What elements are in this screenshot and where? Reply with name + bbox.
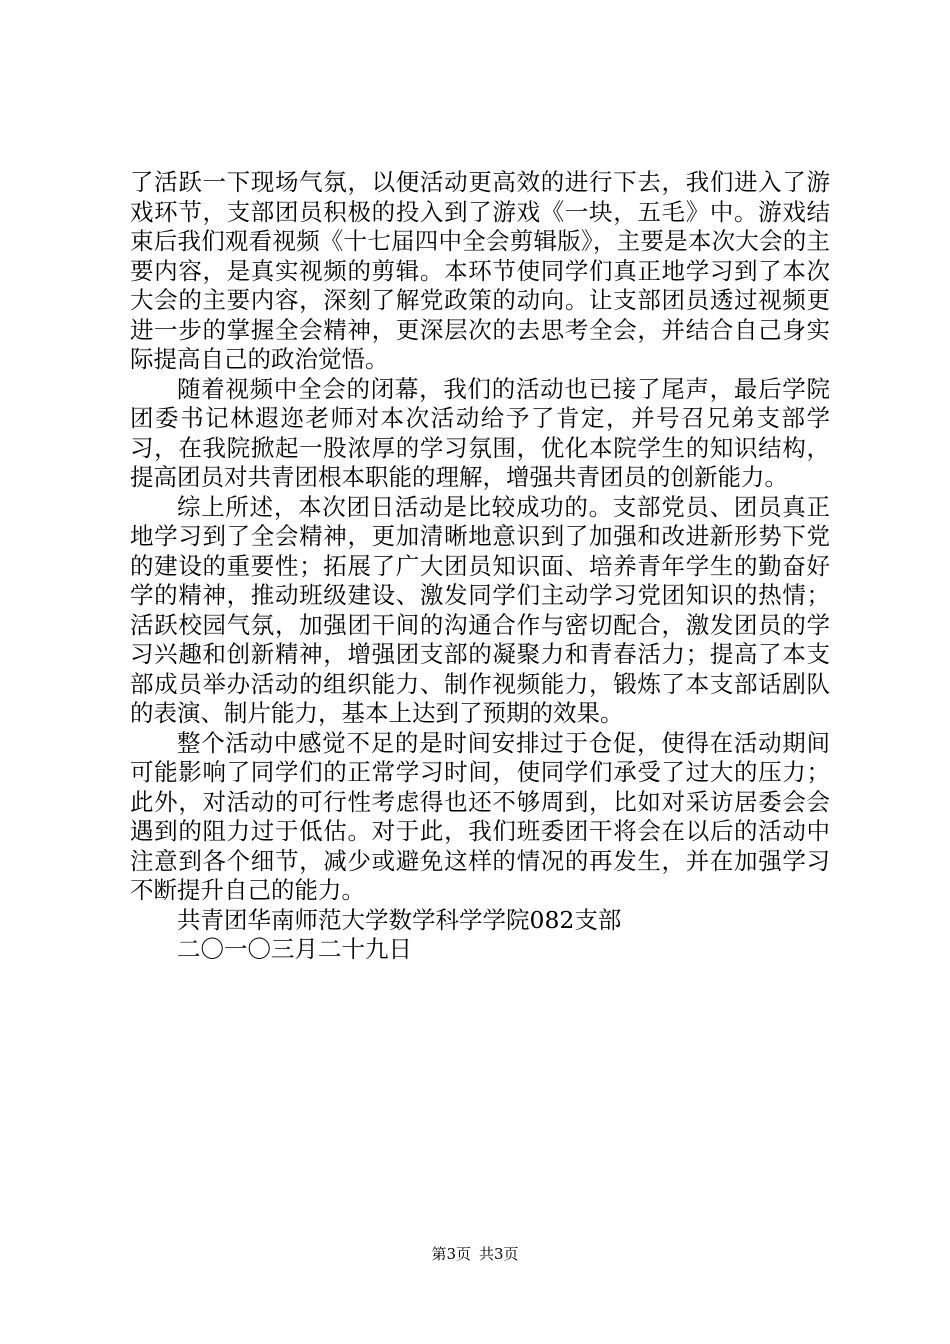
page-number-total: 共3页 [479,1245,519,1263]
page-number-current: 第3页 [431,1245,471,1263]
signature-date: 二〇一〇三月二十九日 [177,935,412,963]
signature-organization: 共青团华南师范大学数学科学学院082支部 [177,905,622,934]
paragraph-continuation: 了活跃一下现场气氛，以便活动更高效的进行下去，我们进入了游戏环节，支部团员积极的投入到了游戏《一块，五毛》中。游戏结束后我们观看视频《十七届四中全会剪辑版》，主要是本次大会的主要内容，是真实视频的剪辑。本环节使同学们真正地学习到了本次大会的主要内容，深刻了解党政策的动向。让支部团员透过视频更进一步的掌握全会精神，更深层次的去思考全会，并结合自己身实际提高自己的政治觉悟。 [130,168,830,373]
document-body [130,168,830,965]
page-footer [0,1244,950,1264]
paragraph-summary: 综上所述，本次团日活动是比较成功的。支部党员、团员真正地学习到了全会精神，更加清晰地意识到了加强和改进新形势下党的建设的重要性；拓展了广大团员知识面、培养青年学生的勤奋好学的精神，推动班级建设、激发同学们主动学习党团知识的热情；活跃校园气氛，加强团干间的沟通合作与密切配合，激发团员的学习兴趣和创新精神，增强团支部的凝聚力和青春活力；提高了本支部成员举办活动的组织能力、制作视频能力，锻炼了本支部话剧队的表演、制片能力，基本上达到了预期的效果。 [130,492,830,727]
paragraph-closing-ceremony: 随着视频中全会的闭幕，我们的活动也已接了尾声，最后学院团委书记林遐迩老师对本次活动给予了肯定，并号召兄弟支部学习，在我院掀起一股浓厚的学习氛围，优化本院学生的知识结构，提高团员对共青团根本职能的理解，增强共青团员的创新能力。 [130,374,830,491]
paragraph-shortcomings: 整个活动中感觉不足的是时间安排过于仓促，使得在活动期间可能影响了同学们的正常学习时间，使同学们承受了过大的压力；此外，对活动的可行性考虑得也还不够周到，比如对采访居委会会遇到的阻力过于低估。对于此，我们班委团干将会在以后的活动中注意到各个细节，减少或避免这样的情况的再发生，并在加强学习不断提升自己的能力。 [130,728,830,904]
